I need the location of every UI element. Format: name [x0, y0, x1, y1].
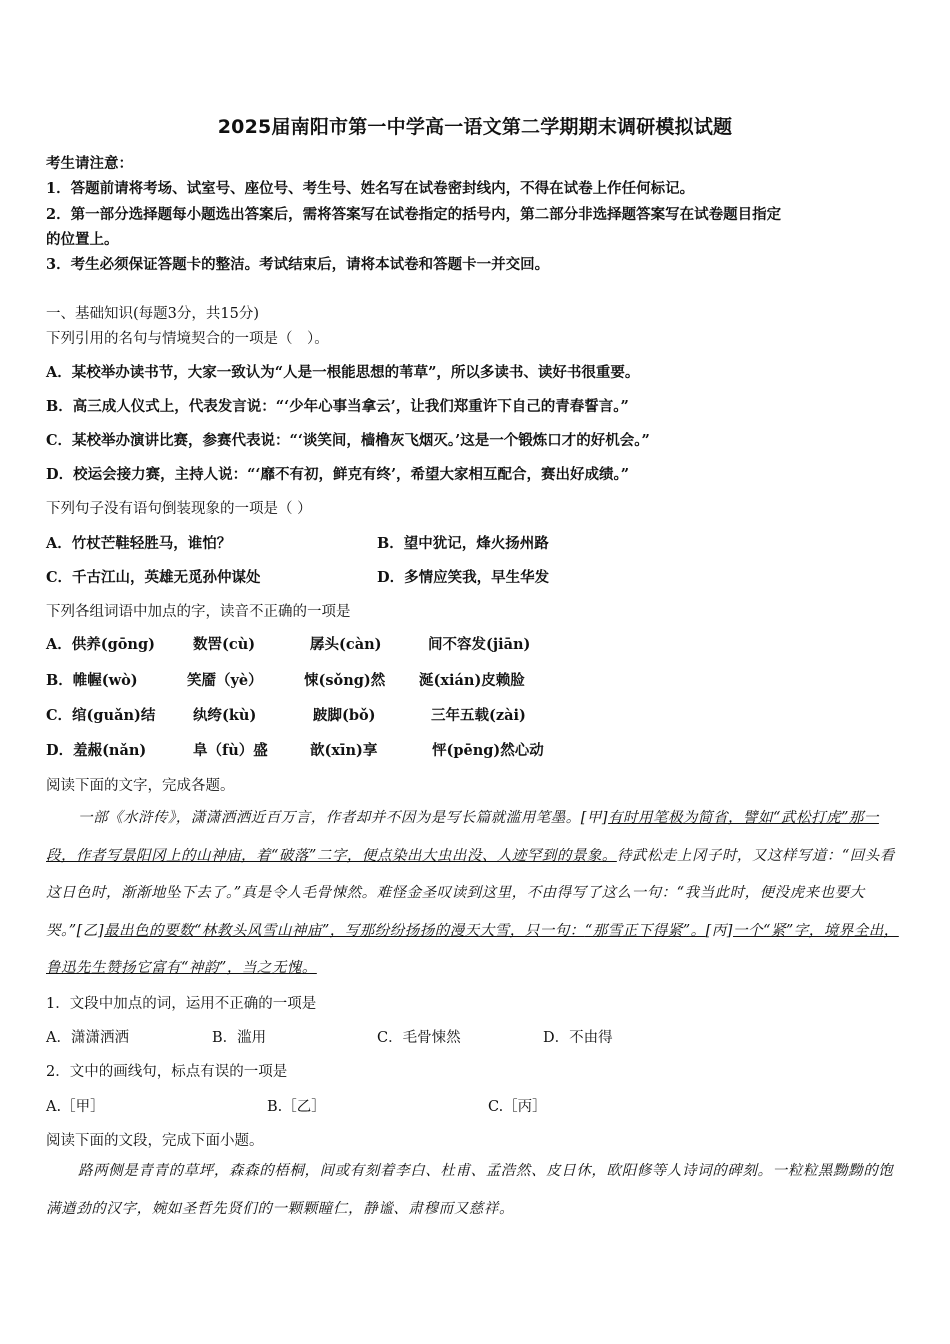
- option-d: D．多情应笑我，早生华发: [377, 569, 550, 586]
- reading-intro: 阅读下面的文字，完成各题。: [46, 778, 235, 794]
- option-c-word: 跛脚(bǒ): [313, 707, 376, 724]
- underlined-sentence-jia: 有时用笔极为简省，譬如“武松: [608, 810, 811, 826]
- option-d-word: 怦(pēng)然心动: [432, 742, 544, 759]
- option-b-word: 涎(xián)皮赖脸: [419, 672, 525, 689]
- option-b: B．望中犹记，烽火扬州路: [377, 535, 549, 552]
- option-a-word: 数罟(cù): [193, 636, 256, 653]
- option-d: D．校运会接力赛，主持人说：“‘靡不有初，鲜克有终’，希望大家相互配合，赛出好成绩。”: [46, 466, 630, 483]
- notice-heading: 考生请注意：: [46, 155, 133, 172]
- reading-intro: 阅读下面的文段，完成下面小题。: [46, 1133, 264, 1149]
- option-b-word: 悚(sǒng)然: [304, 672, 386, 689]
- option-d-word: 歆(xīn)享: [310, 742, 378, 759]
- passage-text: 待武松走上冈子时，又这样写道：“回头看这日色时，渐渐地坠下去了。”真是令人毛骨悚然。难怪金圣叹读到这里，不由得写了这么一句：“我当此时，便没虎来也要大哭。”[乙]: [46, 847, 895, 939]
- notice-item: 3．考生必须保证答题卡的整洁。考试结束后，请将本试卷和答题卡一并交回。: [46, 256, 550, 273]
- reading-passage: 路两侧是青青的草坪，森森的梧桐，间或有刻着李白、杜甫、孟浩然、皮日休，欧阳修等人诗词的碑刻。一粒粒黑黝黝的饱满遒劲的汉字，婉如圣哲先贤们的一颗颗瞳仁，静谧、肃穆而又慈祥。: [46, 1163, 894, 1217]
- option-c: C．某校举办演讲比赛，参赛代表说：“‘谈笑间，樯橹灰飞烟灭。’这是一个锻炼口才的好机会。”: [46, 432, 650, 449]
- option-c: C．千古江山，英雄无觅孙仲谋处: [46, 569, 261, 586]
- section-heading: 一、基础知识(每题3分，共15分): [46, 306, 259, 322]
- option-d: D．不由得: [543, 1030, 613, 1046]
- question-stem: 1．文段中加点的词，运用不正确的一项是: [46, 996, 317, 1012]
- underlined-sentence-yi-cont: “那雪正下得紧”。: [584, 922, 706, 939]
- option-b-word: B．帷幄(wò): [46, 672, 138, 689]
- notice-item: 1．答题前请将考场、试室号、座位号、考生号、姓名写在试卷密封线内，不得在试卷上作任何标记。: [46, 180, 695, 197]
- option-d-word: D．羞赧(nǎn): [46, 742, 147, 759]
- option-c-word: 三年五载(zài): [431, 707, 526, 724]
- page-title: 2025届南阳市第一中学高一语文第二学期期末调研模拟试题: [217, 116, 733, 138]
- option-b: B．高三成人仪式上，代表发言说：“‘少年心事当拿云’，让我们郑重许下自己的青春誓言。”: [46, 398, 629, 415]
- option-b-word: 笑靥（yè）: [187, 672, 263, 689]
- option-c-word: C．绾(guǎn)结: [46, 707, 156, 724]
- option-a-word: A．供养(gōng): [46, 636, 155, 653]
- option-a: A．某校举办读书节，大家一致认为“人是一根能思想的苇草”，所以多读书、读好书很重要。: [46, 364, 640, 381]
- question-stem: 下列句子没有语句倒装现象的一项是（ ）: [46, 501, 312, 517]
- option-c: C．毛骨悚然: [377, 1030, 461, 1046]
- question-stem: 下列各组词语中加点的字，读音不正确的一项是: [46, 604, 351, 620]
- passage-label: [丙]: [705, 922, 733, 939]
- notice-item: 的位置上。: [46, 231, 119, 248]
- notice-item: 2．第一部分选择题每小题选出答案后，需将答案写在试卷指定的括号内，第二部分非选择题答案写在试卷题目指定: [46, 206, 782, 223]
- option-b: B．滥用: [212, 1030, 267, 1046]
- underlined-sentence-jia-cont: 打虎”那一段，作者写景阳冈上的山神庙，着“破落”二字，便点染出大虫出没、人迹罕到的景象。: [46, 810, 879, 864]
- underlined-sentence-yi: 最出色的要数“林教头风雪山神庙”，写那纷纷扬扬的漫天大雪，只一句：: [103, 922, 585, 939]
- question-stem: 下列引用的名句与情境契合的一项是（ ）。: [46, 331, 329, 347]
- option-a-word: 间不容发(jiān): [428, 636, 531, 653]
- option-a: A．竹杖芒鞋轻胜马，谁怕？: [46, 535, 232, 552]
- option-b: B.［乙］: [267, 1099, 326, 1115]
- question-stem: 2．文中的画线句，标点有误的一项是: [46, 1064, 288, 1080]
- underlined-sentence-bing: 一个“紧”字，境界全出，鲁迅先生赞扬它富有“神韵”，当之无愧。: [46, 922, 899, 976]
- option-a: A．潇潇洒洒: [46, 1030, 129, 1046]
- option-c-word: 纨绔(kù): [193, 707, 257, 724]
- option-d-word: 阜（fù）盛: [193, 742, 268, 759]
- reading-passage: [46, 800, 906, 988]
- passage-text: 一部《水浒传》，潇潇洒洒近百万言，作者却并不因为是写长篇就滥用笔墨。[甲]: [78, 810, 609, 826]
- option-c: C.［丙］: [488, 1099, 547, 1115]
- option-a-word: 孱头(càn): [310, 636, 382, 653]
- option-a: A.［甲］: [46, 1099, 105, 1115]
